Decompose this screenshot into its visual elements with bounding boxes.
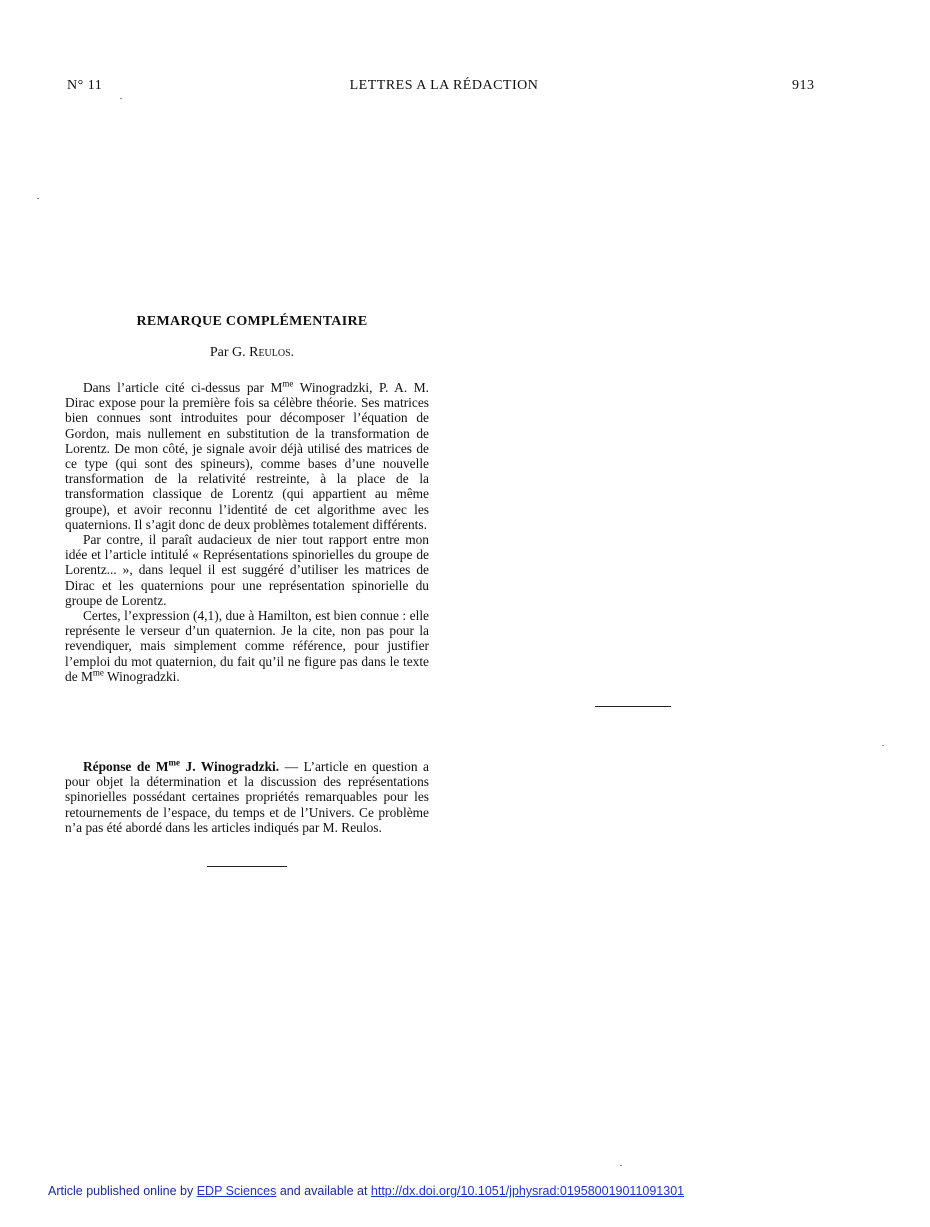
footer-prefix: Article published online by: [48, 1184, 197, 1198]
response-lead-b: J. Winogradzki.: [179, 759, 280, 774]
byline: [65, 345, 439, 361]
article-body: [65, 380, 429, 684]
scan-speck: [120, 98, 122, 99]
paragraph-1: [65, 380, 429, 532]
doi-link[interactable]: http://dx.doi.org/10.1051/jphysrad:019580019011091301: [370, 1184, 685, 1198]
footer-middle: and available at: [276, 1184, 371, 1198]
scan-speck: [882, 745, 884, 746]
author-name: Reulos.: [249, 345, 295, 360]
paragraph-3-text-b: Winogradzki.: [103, 668, 180, 684]
response-block: [65, 759, 429, 835]
end-rule: [207, 866, 287, 867]
publisher-link[interactable]: EDP Sciences: [196, 1184, 277, 1198]
page-number: 913: [792, 78, 815, 93]
response-lead-sup: me: [168, 757, 180, 768]
article-title: REMARQUE COMPLÉMENTAIRE: [136, 314, 368, 329]
issue-number: N° 11: [67, 78, 103, 93]
byline-prefix: Par G.: [209, 345, 246, 360]
paragraph-2: [65, 532, 429, 608]
paragraph-3-text-a: Certes, l’expression (4,1), due à Hamilton, est bien connue : elle représente le verseur d’un quaternion. Je la cite, non pas pour la revendiquer, mais simplement comme référence, pour justifier l’emploi du mot quaternion, du fait qu’il ne figure pas dans le texte de M: [65, 608, 429, 684]
paragraph-3-sup: me: [92, 667, 104, 678]
scan-speck: [620, 1165, 622, 1166]
response-lead: [83, 759, 279, 774]
running-title: LETTRES A LA RÉDACTION: [349, 78, 539, 93]
response-paragraph: [65, 759, 429, 835]
paragraph-2-text: Par contre, il paraît audacieux de nier tout rapport entre mon idée et l’article intitulé « Représentations spinorielles du groupe de Lorentz... », dans lequel il est suggéré d’utiliser les matrices de Dirac et les quaternions pour une représentation spinorielle du groupe de Lorentz.: [65, 532, 429, 608]
paragraph-1-sup: me: [282, 378, 294, 389]
margin-rule: [595, 706, 671, 707]
paragraph-1-text-a: Dans l’article cité ci-dessus par M: [83, 380, 283, 395]
paragraph-1-text-b: Winogradzki, P. A. M. Dirac expose pour la première fois sa célèbre théorie. Ses matrices bien connues sont introduites pour décomposer l’équation de Gordon, mais nullement en substitution de la transformation de Lorentz. De mon côté, je signale avoir déjà utilisé des matrices de ce type (qui sont des spineurs), comme bases d’une nouvelle transformation de la relativité restreinte, à la place de la transformation classique de Lorentz (qui appartient au même groupe), et avoir reconnu l’identité de cet algorithme avec les quaternions. Il s’agit donc de deux problèmes totalement différents.: [65, 380, 429, 532]
paragraph-3: [65, 608, 429, 684]
publication-footer: [48, 1184, 684, 1198]
response-text: — L’article en question a pour objet la détermination et la discussion des représentations spinorielles possédant certaines propriétés remarquables pour les retournements de l’espace, du temps et de l’Univers. Ce problème n’a pas été abordé dans les articles indiqués par M. Reulos.: [65, 759, 430, 835]
scan-speck: [37, 198, 39, 199]
response-lead-a: Réponse de M: [83, 759, 169, 774]
